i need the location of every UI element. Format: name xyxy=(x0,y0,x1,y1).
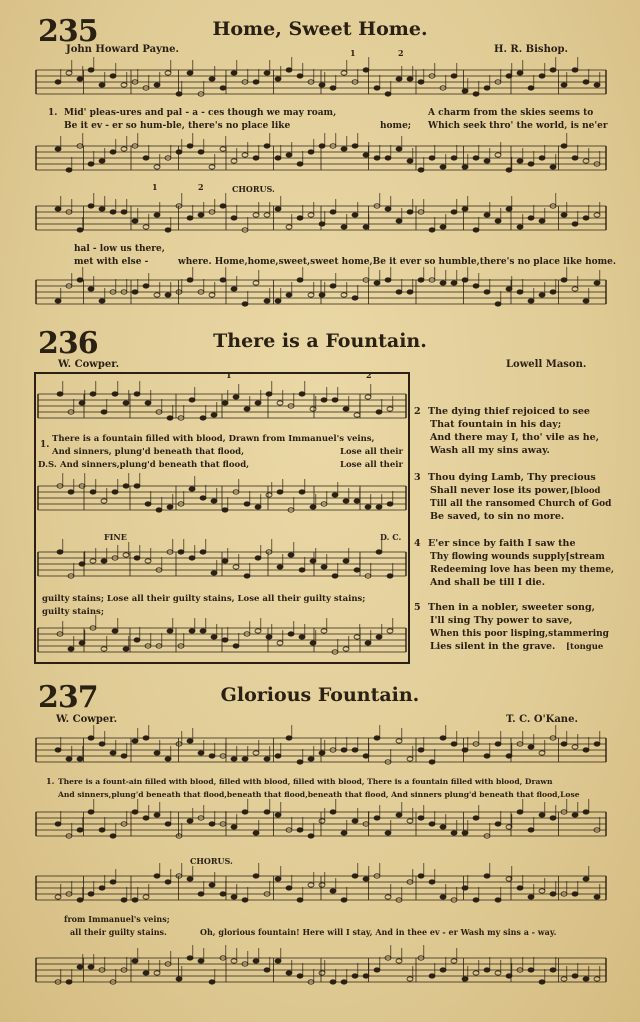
chorus-marker: CHORUS. xyxy=(232,184,275,194)
lyric-line: guilty stains; xyxy=(42,607,104,617)
lyric-line: There is a fount-ain filled with blood, filled with blood, filled with blood, There is a fountain filled with blood, Drawn xyxy=(58,777,553,786)
lyric-line: And sinners,plung'd beneath that flood,beneath that flood,beneath that flood, And sinners plung'd beneath that flood,Lose xyxy=(58,790,580,799)
music-staff xyxy=(36,950,606,990)
stanza-number: 4 xyxy=(414,538,421,549)
verse-number: 1. xyxy=(48,108,58,118)
ending-1-marker: 1 xyxy=(350,48,356,58)
stanza-aside: [blood xyxy=(570,486,601,496)
hymn-number: 237 xyxy=(38,680,98,715)
ending-2-marker: 2 xyxy=(198,182,204,192)
lyricist: W. Cowper. xyxy=(56,714,118,725)
music-staff xyxy=(36,198,606,238)
music-staff xyxy=(38,544,406,584)
ending-1-marker: 1 xyxy=(152,182,158,192)
stanza-line: And shall be till I die. xyxy=(430,577,546,588)
stanza-number: 5 xyxy=(414,602,421,613)
music-staff xyxy=(38,478,406,518)
lyric-line: A charm from the skies seems to xyxy=(428,108,594,118)
stanza-number: 3 xyxy=(414,472,421,483)
hymn-title: Home, Sweet Home. xyxy=(212,18,428,40)
lyric-line: hal - low us there, xyxy=(74,244,165,254)
stanza-line: Be saved, to sin no more. xyxy=(430,511,565,522)
chorus-marker: CHORUS. xyxy=(190,856,233,866)
lyricist: W. Cowper. xyxy=(58,359,120,370)
verse-number: 1. xyxy=(46,776,55,786)
composer: H. R. Bishop. xyxy=(494,44,568,55)
music-staff xyxy=(36,272,606,312)
lyric-line: Lose all their xyxy=(340,460,403,470)
music-staff xyxy=(38,386,406,426)
hymn-number: 236 xyxy=(38,326,98,361)
stanza-number: 2 xyxy=(414,406,421,417)
lyric-line: Lose all their xyxy=(340,447,403,457)
lyric-line: where. Home,home,sweet,sweet home,Be it ever so humble,there's no place like home. xyxy=(178,257,617,267)
music-staff xyxy=(36,138,606,178)
ending-2-marker: 2 xyxy=(366,370,372,380)
stanza-line: Thou dying Lamb, Thy precious xyxy=(428,472,596,483)
stanza-line: I'll sing Thy power to save, xyxy=(430,615,573,626)
lyric-line: There is a fountain filled with blood, Drawn from Immanuel's veins, xyxy=(52,434,375,444)
ending-1-marker: 1 xyxy=(226,370,232,380)
ds-marker: D.S. xyxy=(38,460,57,470)
hymn-title: There is a Fountain. xyxy=(213,330,427,352)
lyric-line: from Immanuel's veins; xyxy=(64,914,170,924)
stanza-line: E'er since by faith I saw the xyxy=(428,538,576,549)
music-staff xyxy=(36,868,606,908)
lyric-line: all their guilty stains. xyxy=(70,927,167,937)
lyric-word: home; xyxy=(380,121,412,131)
lyric-line: guilty stains; Lose all their guilty stains, Lose all their guilty stains; xyxy=(42,594,366,604)
stanza-line: Thy flowing wounds supply[stream xyxy=(430,552,605,562)
composer: T. C. O'Kane. xyxy=(506,714,578,725)
stanza-aside: [tongue xyxy=(566,642,604,652)
stanza-line: Then in a nobler, sweeter song, xyxy=(428,602,595,613)
dc-marker: D. C. xyxy=(380,532,402,542)
stanza-line: Lies silent in the grave. xyxy=(430,641,556,652)
stanza-line: That fountain in his day; xyxy=(430,419,562,430)
lyric-line: And sinners, plung'd beneath that flood, xyxy=(52,447,245,457)
stanza-line: Redeeming love has been my theme, xyxy=(430,565,615,575)
stanza-line: When this poor lisping,stammering xyxy=(430,629,609,639)
stanza-line: Till all the ransomed Church of God xyxy=(430,499,612,509)
stanza-line: The dying thief rejoiced to see xyxy=(428,406,590,417)
music-staff xyxy=(36,730,606,770)
music-staff xyxy=(36,62,606,102)
lyric-line: Which seek thro' the world, is ne'er xyxy=(428,121,608,131)
lyric-line: Mid' pleas-ures and pal - a - ces though we may roam, xyxy=(64,108,337,118)
lyric-line: met with else - xyxy=(74,257,149,267)
music-staff xyxy=(36,804,606,844)
music-staff xyxy=(38,620,406,660)
lyric-line: Oh, glorious fountain! Here will I stay, And in thee ev - er Wash my sins a - way. xyxy=(200,927,557,937)
stanza-line: Wash all my sins away. xyxy=(430,445,550,456)
lyric-line: Be it ev - er so hum-ble, there's no place like xyxy=(64,121,291,131)
hymn-number: 235 xyxy=(38,14,98,49)
ending-2-marker: 2 xyxy=(398,48,404,58)
lyricist: John Howard Payne. xyxy=(66,44,180,55)
composer: Lowell Mason. xyxy=(506,359,587,370)
stanza-line: And there may I, tho' vile as he, xyxy=(430,432,600,443)
fine-marker: FINE xyxy=(104,532,127,542)
lyric-line: And sinners,plung'd beneath that flood, xyxy=(60,460,250,470)
hymn-title: Glorious Fountain. xyxy=(220,684,420,706)
stanza-line: Shall never lose its power, xyxy=(430,485,570,496)
verse-number: 1. xyxy=(40,440,50,450)
